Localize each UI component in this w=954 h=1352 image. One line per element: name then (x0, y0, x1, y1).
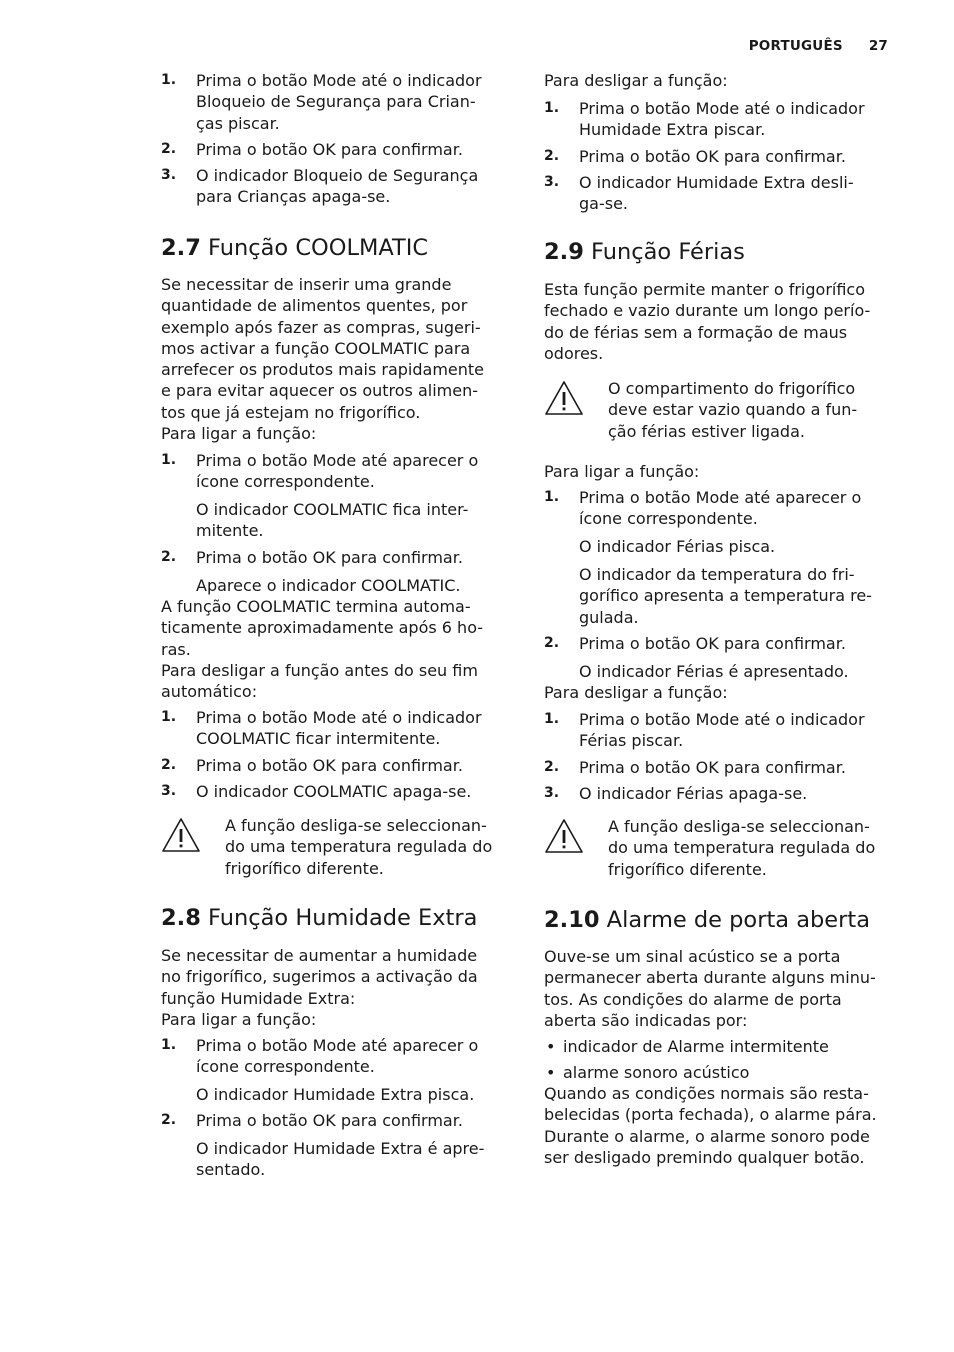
text-line: Prima o botão Mode até aparecer o (579, 488, 862, 507)
intro-steps (161, 70, 516, 213)
humidity-off-steps (544, 98, 899, 219)
coolmatic-on-step-1-note (161, 499, 516, 542)
text-line: ças piscar. (196, 113, 280, 133)
page-number: 27 (868, 38, 888, 54)
text-line: Se necessitar de inserir uma grande (161, 275, 452, 294)
list-item (161, 165, 516, 208)
text-line: Se necessitar de aumentar a humidade (161, 946, 478, 965)
step-number: 3. (161, 782, 177, 799)
text-line: COOLMATIC ficar intermitente. (196, 729, 441, 749)
list-item (544, 98, 899, 141)
step-number: 2. (161, 1112, 177, 1128)
text-line: odores. (544, 343, 604, 363)
holiday-on-step-1 (544, 487, 899, 530)
list-item (544, 709, 899, 752)
humidity-on-step-1 (161, 1035, 516, 1078)
section-2-7-heading (161, 234, 516, 262)
warning-icon (544, 818, 584, 854)
text-line: mos activar a função COOLMATIC para (161, 338, 471, 358)
section-number: 2.9 (544, 239, 584, 265)
coolmatic-off-steps (161, 707, 516, 807)
text-line: Prima o botão OK para confirmar. (196, 548, 463, 567)
text-line: tos. As condições do alarme de porta (544, 989, 842, 1009)
section-2-9-heading (544, 238, 899, 266)
section-title: Função Humidade Extra (208, 905, 478, 931)
text-line: O indicador Humidade Extra é apre- (196, 1139, 485, 1158)
language-label: PORTUGUÊS (748, 38, 843, 54)
text-line: Prima o botão OK para confirmar. (579, 634, 846, 653)
holiday-on-step-2-note (544, 661, 899, 682)
holiday-off-steps (544, 709, 899, 809)
text-line: Prima o botão OK para confirmar. (196, 755, 463, 775)
door-alarm-bullets (544, 1036, 899, 1084)
text-line: Prima o botão Mode até o indicador (196, 71, 482, 90)
list-item (544, 172, 899, 215)
list-item (161, 139, 516, 160)
text-line: arrefecer os produtos mais rapidamente (161, 360, 485, 380)
text-line: quantidade de alimentos quentes, por (161, 296, 468, 316)
text-line: Prima o botão OK para confirmar. (579, 146, 846, 166)
list-item (161, 1110, 516, 1131)
text-line: aberta são indicadas por: (544, 1010, 748, 1030)
list-item (544, 633, 899, 654)
door-alarm-body (544, 946, 899, 1031)
holiday-off-label (544, 682, 899, 703)
text-line: ticamente aproximadamente após 6 ho- (161, 618, 484, 638)
text-line: O indicador Férias apaga-se. (579, 783, 808, 803)
step-number: 3. (161, 167, 177, 184)
text-line: O indicador Férias pisca. (579, 537, 776, 556)
text-line: Prima o botão Mode até o indicador (196, 708, 482, 727)
warning-icon (161, 817, 201, 853)
text-line: sentado. (196, 1160, 266, 1180)
text-line: Prima o botão Mode até o indicador (579, 710, 865, 729)
step-number: 1. (161, 72, 177, 88)
text-line: belecidas (porta fechada), o alarme pára. (544, 1105, 877, 1125)
coolmatic-end-text (161, 596, 516, 702)
text-line: O indicador Férias é apresentado. (579, 662, 849, 681)
text-line: O indicador Bloqueio de Segurança (196, 166, 479, 186)
holiday-body (544, 279, 899, 364)
step-number: 1. (544, 100, 560, 116)
bullet-item: • indicador de Alarme intermitente (546, 1037, 829, 1056)
text-line: ção férias estiver ligada. (608, 421, 805, 441)
text-line: frigorífico diferente. (225, 858, 384, 878)
text-line: Durante o alarme, o alarme sonoro pode (544, 1126, 870, 1146)
text-line: no frigorífico, sugerimos a activação da (161, 967, 478, 987)
humidity-off (544, 70, 899, 91)
holiday-on-step-1-note-b (544, 564, 899, 628)
step-number: 2. (161, 549, 177, 565)
text-line: Para desligar a função antes do seu fim (161, 660, 478, 680)
text-line: exemplo após fazer as compras, sugeri- (161, 317, 481, 337)
step-number: 2. (544, 758, 560, 775)
door-alarm-after (544, 1083, 899, 1168)
list-item (161, 450, 516, 493)
text-line: Esta função permite manter o frigorífico (544, 280, 866, 299)
off-label: Para desligar a função: (544, 683, 728, 702)
section-2-8-heading (161, 904, 516, 932)
coolmatic-on-step-2-note (161, 575, 516, 596)
text-line: Quando as condições normais são resta- (544, 1084, 869, 1103)
on-label: Para ligar a função: (161, 424, 317, 444)
text-line: Prima o botão OK para confirmar. (579, 757, 846, 777)
humidity-on-step-2-note (161, 1138, 516, 1181)
text-line: para Crianças apaga-se. (196, 187, 391, 207)
list-item (544, 146, 899, 167)
text-line: Prima o botão Mode até o indicador (579, 99, 865, 118)
humidity-on-step-2 (161, 1110, 516, 1131)
holiday-on-label (544, 461, 899, 482)
list-item (161, 1035, 516, 1078)
off-label: Para desligar a função: (544, 71, 728, 90)
holiday-on-step-1-note-a (544, 536, 899, 557)
text-line: O indicador Humidade Extra pisca. (196, 1085, 475, 1104)
text-line: O indicador COOLMATIC apaga-se. (196, 781, 472, 801)
coolmatic-warning (161, 815, 516, 879)
text-line: Prima o botão OK para confirmar. (196, 139, 463, 159)
section-title: Alarme de porta aberta (606, 907, 870, 933)
humidity-on-step-1-note (161, 1084, 516, 1105)
step-number: 1. (161, 709, 177, 725)
holiday-on-step-2 (544, 633, 899, 654)
page-header (749, 38, 888, 54)
coolmatic-body (161, 274, 516, 444)
step-number: 2. (544, 635, 560, 651)
text-line: ícone correspondente. (579, 509, 758, 529)
text-line: Prima o botão Mode até aparecer o (196, 1036, 479, 1055)
text-line: A função COOLMATIC termina automa- (161, 597, 471, 616)
list-item (161, 70, 516, 134)
text-line: ser desligado premindo qualquer botão. (544, 1147, 865, 1167)
holiday-warning-2 (544, 816, 899, 880)
section-title: Função Férias (591, 239, 745, 265)
text-line: permanecer aberta durante alguns minu- (544, 968, 876, 988)
list-item (161, 755, 516, 776)
warning-icon (544, 380, 584, 416)
text-line: frigorífico diferente. (608, 859, 767, 879)
holiday-warning (544, 378, 899, 442)
list-item (161, 781, 516, 802)
text-line: Bloqueio de Segurança para Crian- (196, 92, 476, 112)
section-number: 2.8 (161, 905, 201, 931)
text-line: e para evitar aquecer os outros alimen- (161, 381, 478, 401)
section-number: 2.7 (161, 235, 201, 261)
step-number: 1. (544, 489, 560, 505)
list-item (161, 547, 516, 568)
list-item (544, 757, 899, 778)
text-line: O indicador da temperatura do fri- (579, 565, 855, 584)
step-number: 3. (544, 784, 560, 801)
text-line: automático: (161, 682, 258, 702)
text-line: A função desliga-se seleccionan- (608, 817, 870, 836)
list-item (544, 783, 899, 804)
text-line: ras. (161, 639, 191, 659)
list-item (161, 707, 516, 750)
text-line: tos que já estejam no frigorífico. (161, 402, 421, 422)
text-line: O compartimento do frigorífico (608, 379, 856, 398)
humidity-body (161, 945, 516, 1030)
text-line: do uma temperatura regulada do (225, 837, 493, 857)
step-number: 1. (544, 711, 560, 727)
on-label: Para ligar a função: (161, 1009, 317, 1029)
text-line: O indicador COOLMATIC fica inter- (196, 500, 469, 519)
coolmatic-on-step-2 (161, 547, 516, 568)
coolmatic-on-step-1 (161, 450, 516, 493)
text-line: ga-se. (579, 194, 628, 214)
list-item (544, 487, 899, 530)
text-line: Aparece o indicador COOLMATIC. (196, 576, 461, 595)
step-number: 2. (161, 756, 177, 773)
step-number: 3. (544, 173, 560, 190)
section-number: 2.10 (544, 907, 600, 933)
section-title: Função COOLMATIC (208, 235, 429, 261)
text-line: O indicador Humidade Extra desli- (579, 172, 854, 192)
text-line: Prima o botão OK para confirmar. (196, 1111, 463, 1130)
text-line: fechado e vazio durante um longo perío- (544, 301, 871, 321)
section-2-10-heading (544, 906, 899, 934)
step-number: 2. (161, 140, 177, 157)
text-line: do uma temperatura regulada do (608, 838, 876, 858)
text-line: gorífico apresenta a temperatura re- (579, 586, 872, 606)
text-line: ícone correspondente. (196, 472, 375, 492)
step-number: 1. (161, 452, 177, 468)
text-line: Ouve-se um sinal acústico se a porta (544, 947, 841, 966)
bullet-item: • alarme sonoro acústico (546, 1063, 750, 1083)
on-label: Para ligar a função: (544, 462, 700, 481)
text-line: deve estar vazio quando a fun- (608, 400, 858, 420)
text-line: Prima o botão Mode até aparecer o (196, 451, 479, 470)
text-line: do de férias sem a formação de maus (544, 322, 848, 342)
text-line: Humidade Extra piscar. (579, 120, 766, 140)
step-number: 1. (161, 1037, 177, 1053)
text-line: A função desliga-se seleccionan- (225, 816, 487, 835)
text-line: gulada. (579, 607, 639, 627)
step-number: 2. (544, 147, 560, 164)
text-line: mitente. (196, 521, 264, 541)
text-line: Férias piscar. (579, 731, 684, 751)
text-line: função Humidade Extra: (161, 988, 356, 1008)
text-line: ícone correspondente. (196, 1057, 375, 1077)
